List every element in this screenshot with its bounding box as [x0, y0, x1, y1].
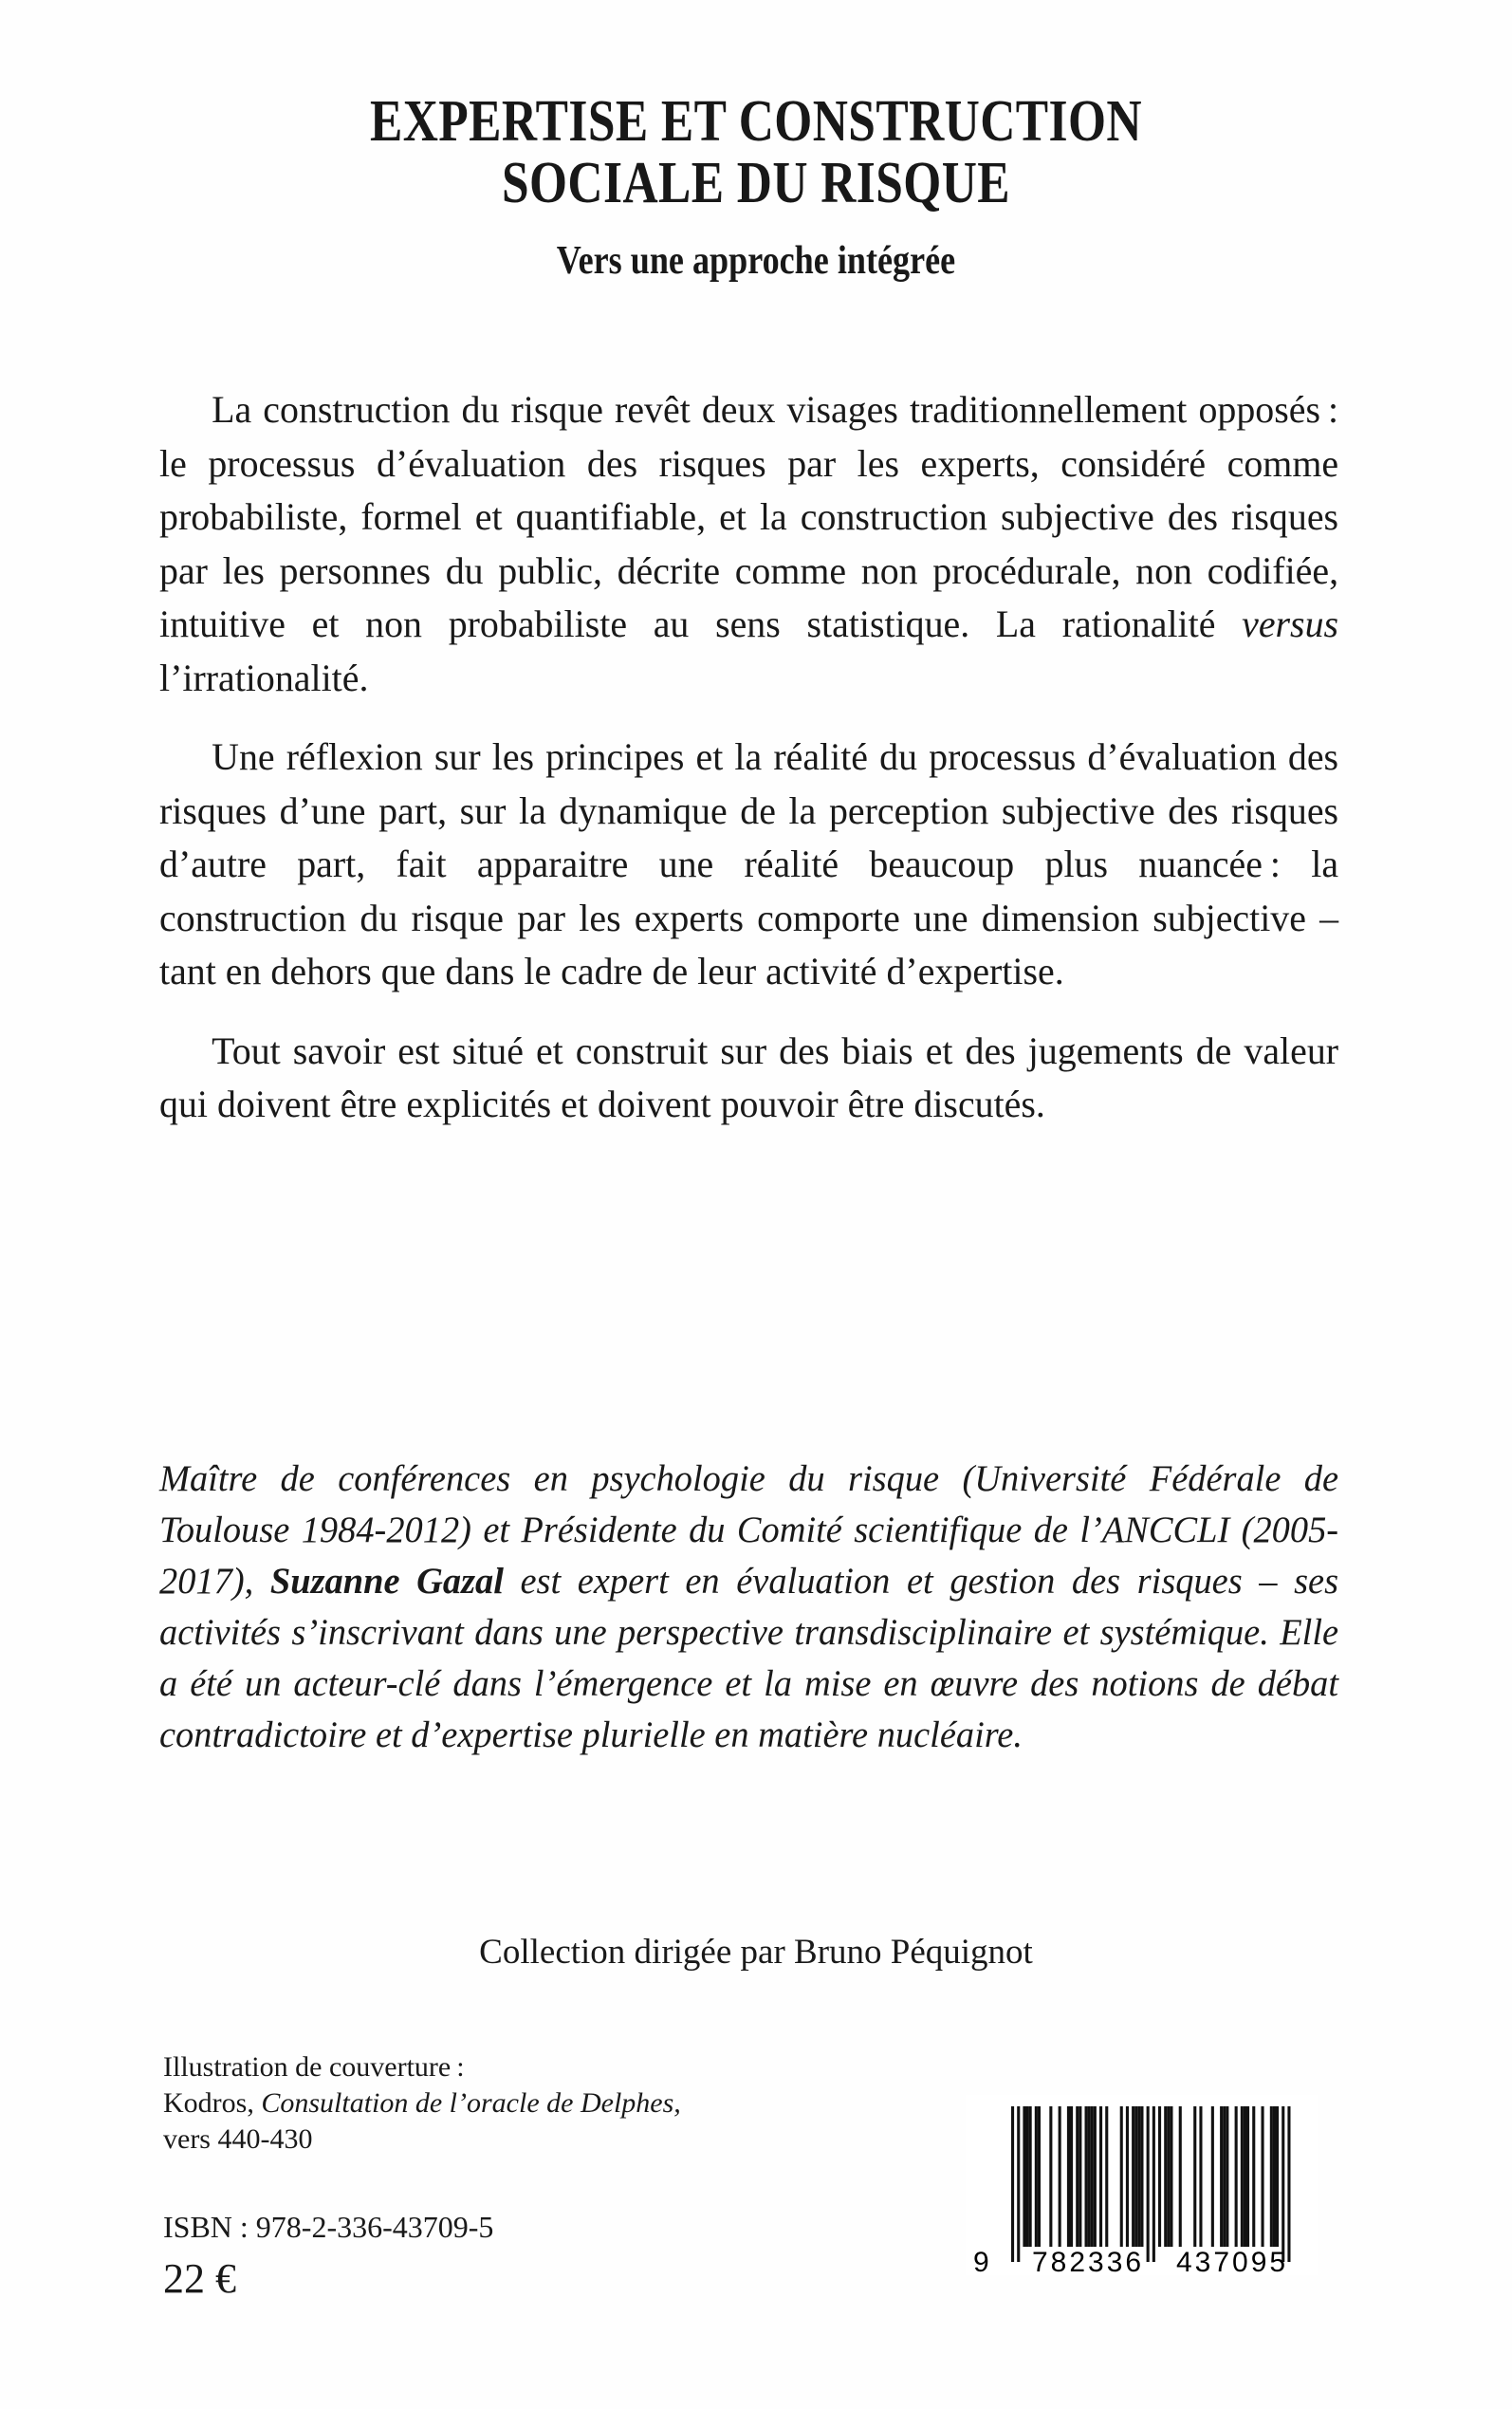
- blurb-paragraph-2: Une réflexion sur les principes et la réalité du processus d’évaluation des risques d’une part, sur la dynamique de la perception subjective des risques d’autre part, fait apparaitre une réalité beaucoup plus nuancée : la construction du risque par les experts comporte une dimension subjective – tant en dehors que dans le cadre de leur activité d’expertise.: [159, 735, 1339, 992]
- footer-left: [163, 2049, 681, 2306]
- illustration-work: Kodros, Consultation de l’oracle de Delphes,: [163, 2087, 681, 2119]
- illustration-label: Illustration de couverture :: [163, 2051, 465, 2083]
- title-line-1: EXPERTISE ET CONSTRUCTION: [369, 89, 1143, 154]
- barcode: [966, 2095, 1318, 2275]
- title-block: [0, 91, 1512, 283]
- author-bio: Maître de conférences en psychologie du risque (Université Fédérale de Toulouse 1984-2012) et Présidente du Comité scientifique de l’ANCCLI (2005-2017), Suzanne Gazal est expert en évaluation et gestion des risques – ses activités s’inscrivant dans une perspective transdisciplinaire et systémique. Elle a été un acteur-clé dans l’émergence et la mise en œuvre des notions de débat contradictoire et d’expertise plurielle en matière nucléaire.: [159, 1458, 1339, 1755]
- blurb-paragraph-1: La construction du risque revêt deux visages traditionnellement opposés : le processus d’évaluation des risques par les experts, considéré comme probabiliste, formel et quantifiable, et la construction subjective des risques par les personnes du public, décrite comme non procédurale, non codifiée, intuitive et non probabiliste au sens statistique. La rationalité versus l’irrationalité.: [159, 388, 1339, 699]
- illustration-date: vers 440-430: [163, 2123, 313, 2155]
- svg-text:9: 9: [973, 2247, 989, 2275]
- blurb-paragraph-3: Tout savoir est situé et construit sur des biais et des jugements de valeur qui doivent être explicités et doivent pouvoir être discutés.: [159, 1028, 1339, 1125]
- page-title: [128, 91, 1383, 214]
- svg-text:437095: 437095: [1176, 2247, 1289, 2275]
- blurb-body: [159, 383, 1356, 1132]
- isbn-block: [163, 2207, 681, 2306]
- svg-text:782336: 782336: [1032, 2247, 1145, 2275]
- isbn-text: ISBN : 978-2-336-43709-5: [163, 2210, 494, 2244]
- title-line-2: SOCIALE DU RISQUE: [501, 151, 1011, 216]
- collection-line: Collection dirigée par Bruno Péquignot: [479, 1933, 1033, 1972]
- barcode-svg: [966, 2095, 1318, 2275]
- book-subtitle: Vers une approche intégrée: [556, 239, 956, 284]
- price-text: 22 €: [163, 2255, 236, 2302]
- illustration-credit: [163, 2049, 681, 2158]
- footer: [163, 2049, 1358, 2306]
